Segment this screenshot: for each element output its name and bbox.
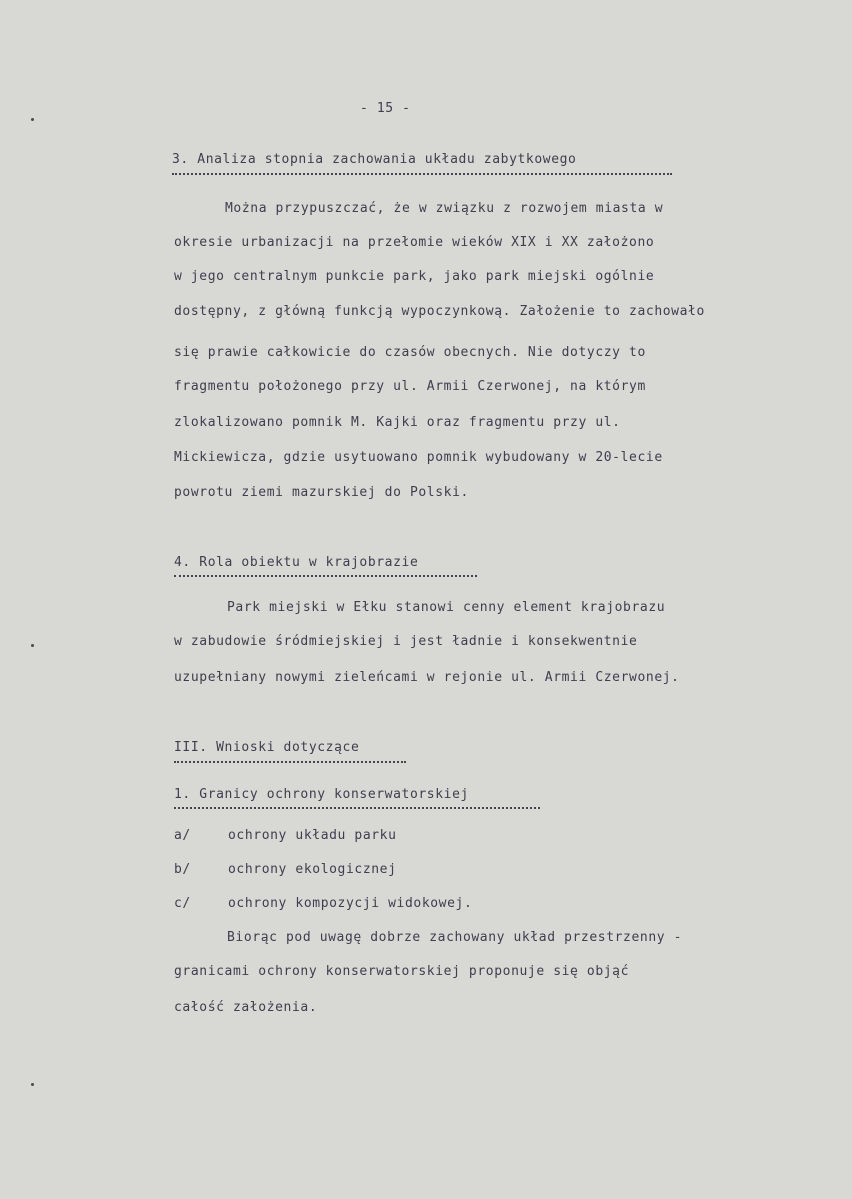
section-heading: 3. Analiza stopnia zachowania układu zabytkowego (172, 152, 577, 167)
list-item-marker: c/ (174, 896, 191, 911)
section-heading: III. Wnioski dotyczące (174, 740, 360, 755)
paragraph-line: całość założenia. (174, 1000, 318, 1015)
paragraph-line: powrotu ziemi mazurskiej do Polski. (174, 485, 469, 500)
section-heading: 4. Rola obiektu w krajobrazie (174, 555, 419, 570)
paragraph-line: w jego centralnym punkcie park, jako park miejski ogólnie (174, 269, 655, 284)
page-number: - 15 - (360, 101, 411, 116)
heading-underline (174, 807, 540, 809)
paragraph-line: w zabudowie śródmiejskiej i jest ładnie i konsekwentnie (174, 634, 638, 649)
subsection-heading: 1. Granicy ochrony konserwatorskiej (174, 787, 469, 802)
paragraph-line: się prawie całkowicie do czasów obecnych. Nie dotyczy to (174, 345, 646, 360)
paragraph-line: Mickiewicza, gdzie usytuowano pomnik wybudowany w 20-lecie (174, 450, 663, 465)
paragraph-line: Park miejski w Ełku stanowi cenny element krajobrazu (227, 600, 666, 615)
heading-underline (174, 575, 477, 577)
list-item: ochrony układu parku (228, 828, 397, 843)
paragraph-line: uzupełniany nowymi zieleńcami w rejonie ul. Armii Czerwonej. (174, 670, 680, 685)
paragraph-line: okresie urbanizacji na przełomie wieków XIX i XX założono (174, 235, 655, 250)
scan-mark-middle (31, 644, 34, 647)
paragraph-line: Można przypuszczać, że w związku z rozwojem miasta w (225, 201, 664, 216)
paragraph-line: granicami ochrony konserwatorskiej proponuje się objąć (174, 964, 630, 979)
heading-underline (172, 173, 672, 175)
list-item-marker: a/ (174, 828, 191, 843)
list-item: ochrony ekologicznej (228, 862, 397, 877)
list-item: ochrony kompozycji widokowej. (228, 896, 473, 911)
paragraph-line: dostępny, z główną funkcją wypoczynkową. Założenie to zachowało (174, 304, 705, 319)
paragraph-line: Biorąc pod uwagę dobrze zachowany układ przestrzenny - (227, 930, 683, 945)
scan-mark-bottom (31, 1083, 34, 1086)
paragraph-line: zlokalizowano pomnik M. Kajki oraz fragmentu przy ul. (174, 415, 621, 430)
list-item-marker: b/ (174, 862, 191, 877)
heading-underline (174, 761, 406, 763)
scan-mark-top (31, 118, 34, 121)
paragraph-line: fragmentu położonego przy ul. Armii Czerwonej, na którym (174, 379, 646, 394)
